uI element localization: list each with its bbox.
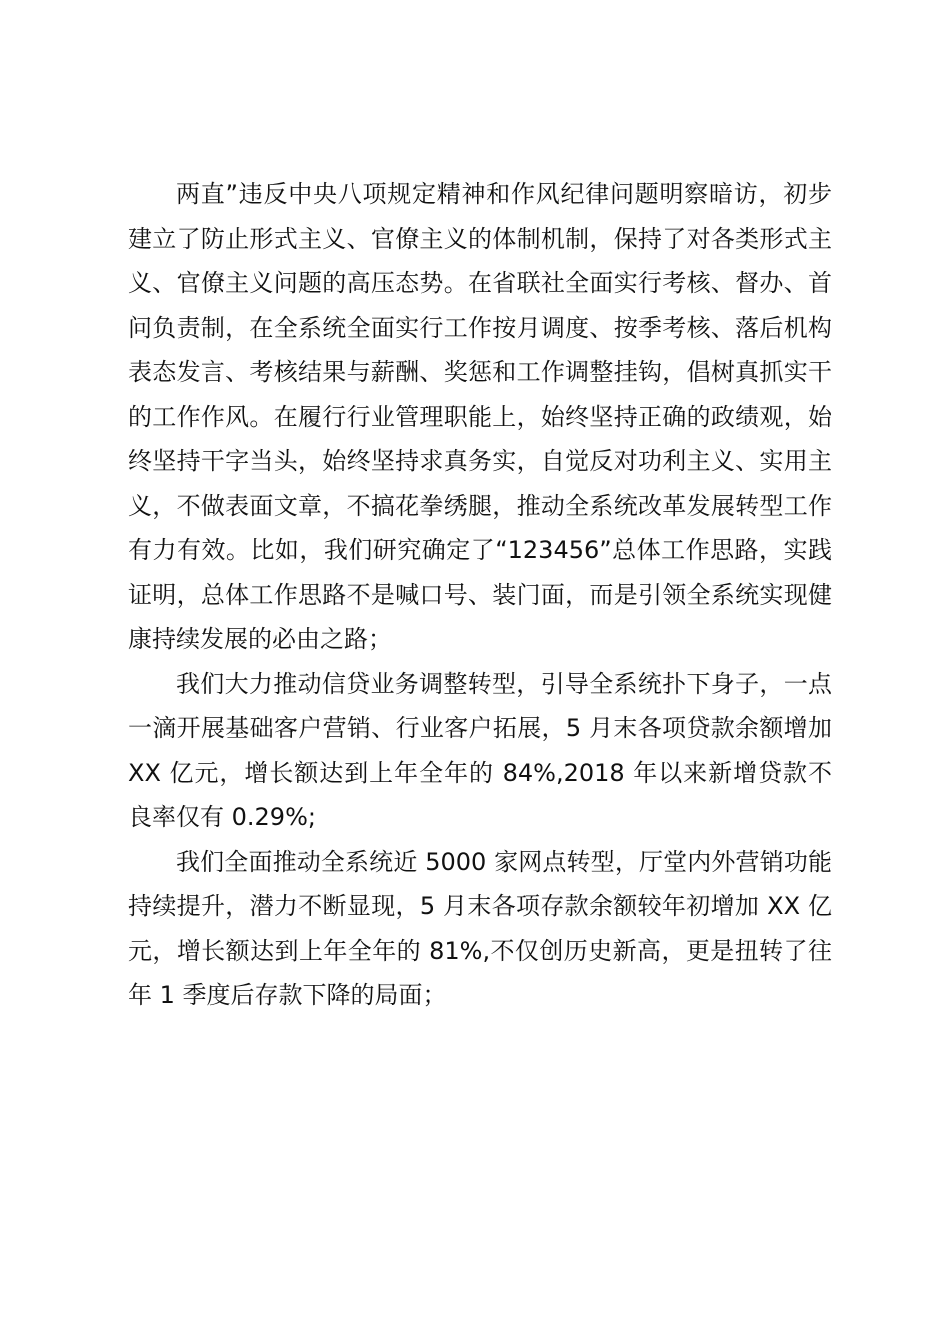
- paragraph-1: 两直”违反中央八项规定精神和作风纪律问题明察暗访，初步建立了防止形式主义、官僚主义的体制机制，保持了对各类形式主义、官僚主义问题的高压态势。在省联社全面实行考核、督办、首问负责制，在全系统全面实行工作按月调度、按季考核、落后机构表态发言、考核结果与薪酬、奖惩和工作调整挂钩，倡树真抓实干的工作作风。在履行行业管理职能上，始终坚持正确的政绩观，始终坚持干字当头，始终坚持求真务实，自觉反对功利主义、实用主义，不做表面文章，不搞花拳绣腿，推动全系统改革发展转型工作有力有效。比如，我们研究确定了“123456”总体工作思路，实践证明，总体工作思路不是喊口号、装门面，而是引领全系统实现健康持续发展的必由之路；: [128, 180, 832, 653]
- paragraph-3: 我们全面推动全系统近 5000 家网点转型，厅堂内外营销功能持续提升，潜力不断显现，5 月末各项存款余额较年初增加 XX 亿元，增长额达到上年全年的 81%,不仅创历史新高，更是扭转了往年 1 季度后存款下降的局面；: [128, 847, 832, 1009]
- document-body: [128, 172, 832, 1018]
- paragraph-2: 我们大力推动信贷业务调整转型，引导全系统扑下身子，一点一滴开展基础客户营销、行业客户拓展，5 月末各项贷款余额增加 XX 亿元，增长额达到上年全年的 84%,2018 年以来新增贷款不良率仅有 0.29%;: [128, 669, 832, 831]
